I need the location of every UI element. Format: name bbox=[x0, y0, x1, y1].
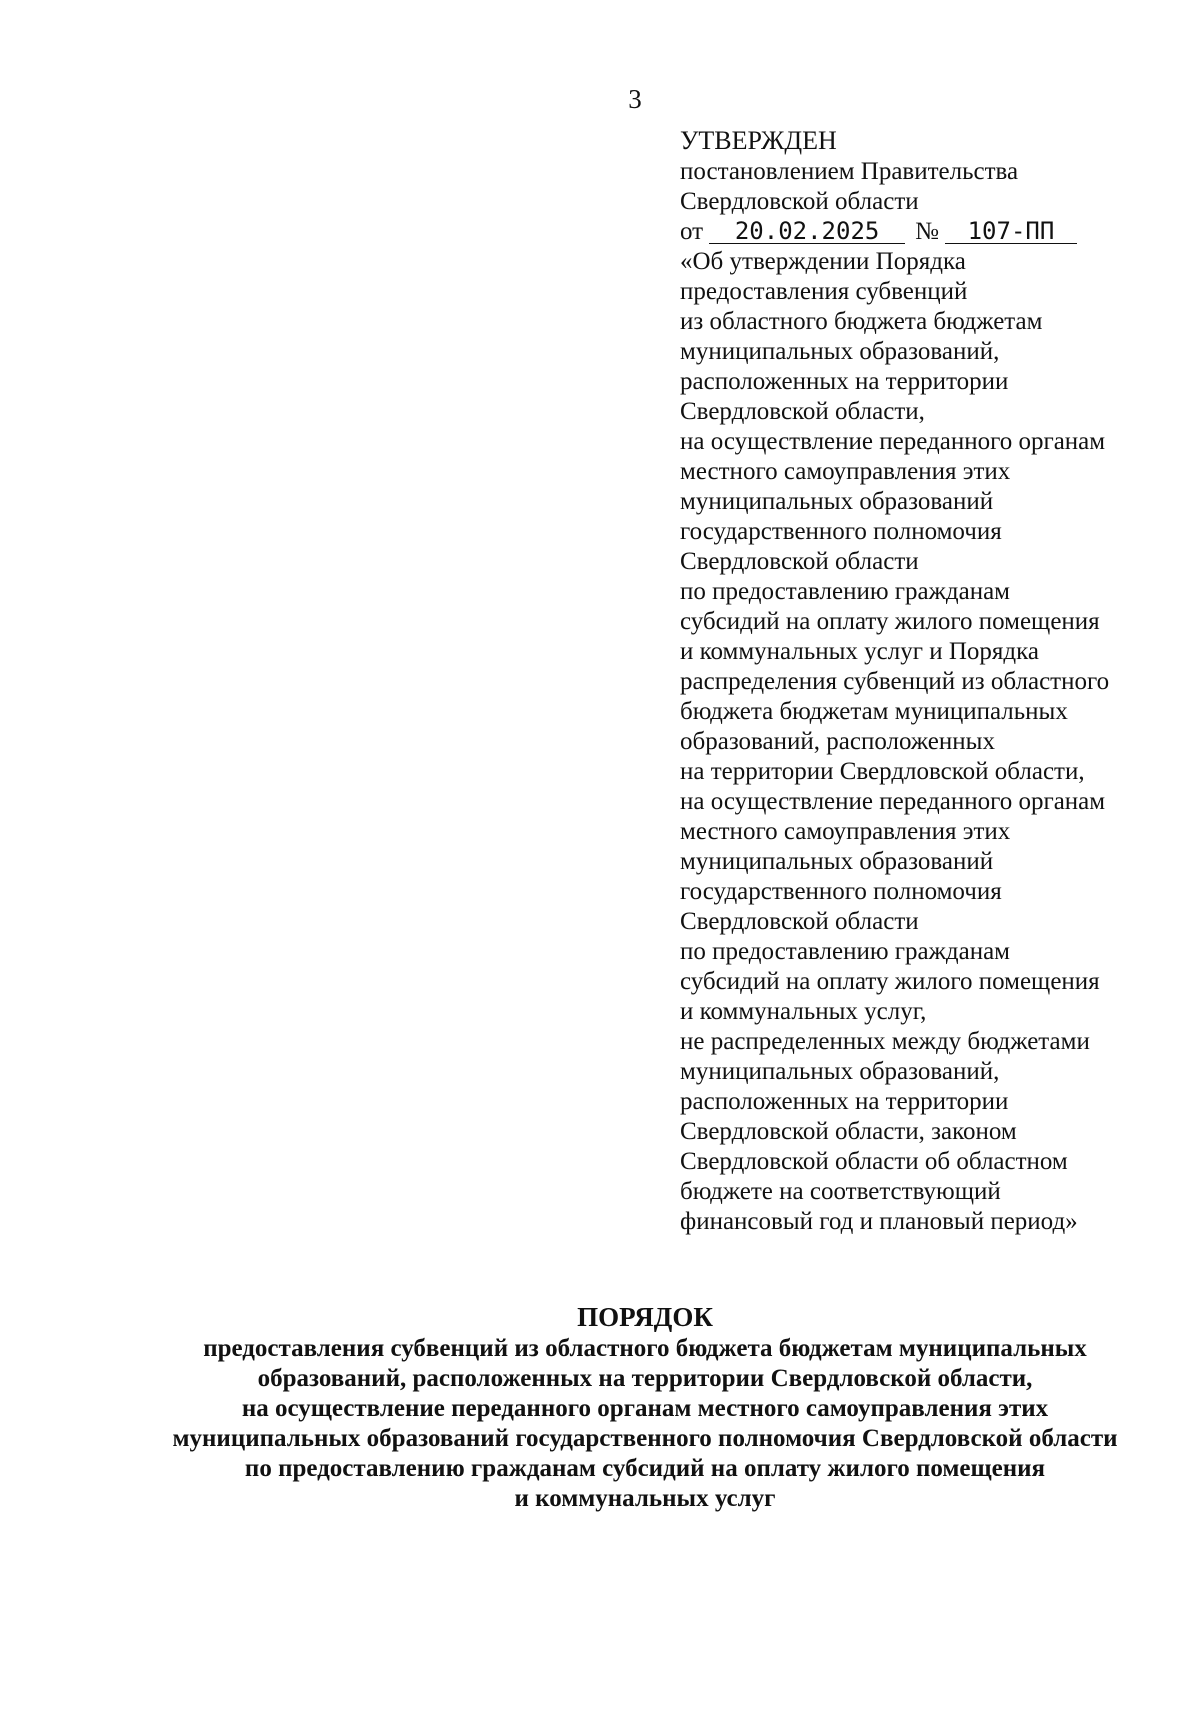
approval-date: 20.02.2025 bbox=[709, 219, 905, 244]
decree-title-line: расположенных на территории bbox=[680, 368, 1009, 395]
date-prefix: от bbox=[680, 218, 704, 245]
decree-title-line: субсидий на оплату жилого помещения bbox=[680, 608, 1100, 635]
order-subtitle-line: предоставления субвенций из областного бюджета бюджетам муниципальных bbox=[203, 1335, 1087, 1362]
page-number: 3 bbox=[628, 84, 642, 114]
decree-title-line: на осуществление переданного органам bbox=[680, 428, 1106, 455]
order-subtitle bbox=[0, 1334, 1200, 1514]
decree-title-line: местного самоуправления этих bbox=[680, 458, 1011, 485]
decree-title-line: по предоставлению гражданам bbox=[680, 938, 1011, 965]
decree-title-line: муниципальных образований bbox=[680, 488, 994, 515]
approval-decree-title bbox=[680, 247, 1180, 1237]
approval-number: 107-ПП bbox=[945, 219, 1077, 244]
order-subtitle-line: на осуществление переданного органам местного самоуправления этих bbox=[241, 1395, 1049, 1422]
order-heading-block bbox=[0, 1300, 1200, 1514]
number-sign: № bbox=[915, 218, 939, 245]
decree-title-line: и коммунальных услуг и Порядка bbox=[680, 638, 1040, 665]
approval-line: Свердловской области bbox=[680, 188, 919, 215]
decree-title-line: и коммунальных услуг, bbox=[680, 998, 927, 1025]
decree-title-line: расположенных на территории bbox=[680, 1088, 1009, 1115]
decree-title-line: муниципальных образований bbox=[680, 848, 994, 875]
decree-title-line: образований, расположенных bbox=[680, 728, 995, 755]
decree-title-line: государственного полномочия bbox=[680, 518, 1002, 545]
decree-title-line: муниципальных образований, bbox=[680, 1058, 1000, 1085]
order-title: ПОРЯДОК bbox=[577, 1302, 713, 1332]
decree-title-line: субсидий на оплату жилого помещения bbox=[680, 968, 1100, 995]
approval-stamp-block bbox=[680, 124, 1180, 1237]
order-subtitle-line: образований, расположенных на территории Свердловской области, bbox=[257, 1365, 1033, 1392]
decree-title-line: Свердловской области об областном bbox=[680, 1148, 1068, 1175]
approval-line: постановлением Правительства bbox=[680, 158, 1019, 185]
decree-title-line: на осуществление переданного органам bbox=[680, 788, 1106, 815]
decree-title-line: Свердловской области bbox=[680, 548, 919, 575]
decree-title-line: муниципальных образований, bbox=[680, 338, 1000, 365]
decree-title-line: Свердловской области bbox=[680, 908, 919, 935]
decree-title-line: Свердловской области, законом bbox=[680, 1118, 1017, 1145]
decree-title-line: из областного бюджета бюджетам bbox=[680, 308, 1043, 335]
decree-title-line: Свердловской области, bbox=[680, 398, 925, 425]
order-subtitle-line: муниципальных образований государственного полномочия Свердловской области bbox=[172, 1425, 1118, 1452]
decree-title-line: бюджете на соответствующий bbox=[680, 1178, 1001, 1205]
decree-title-line: распределения субвенций из областного bbox=[680, 668, 1110, 695]
decree-title-line: не распределенных между бюджетами bbox=[680, 1028, 1090, 1055]
decree-title-line: по предоставлению гражданам bbox=[680, 578, 1011, 605]
decree-title-line: местного самоуправления этих bbox=[680, 818, 1011, 845]
decree-title-line: предоставления субвенций bbox=[680, 278, 968, 305]
decree-title-line: финансовый год и плановый период» bbox=[680, 1208, 1078, 1235]
approval-date-row bbox=[680, 217, 1180, 247]
decree-title-line: государственного полномочия bbox=[680, 878, 1002, 905]
approval-heading: УТВЕРЖДЕН bbox=[680, 126, 837, 155]
decree-title-line: «Об утверждении Порядка bbox=[680, 248, 966, 275]
order-subtitle-line: по предоставлению гражданам субсидий на оплату жилого помещения bbox=[244, 1455, 1046, 1482]
order-subtitle-line: и коммунальных услуг bbox=[514, 1485, 776, 1512]
decree-title-line: на территории Свердловской области, bbox=[680, 758, 1085, 785]
decree-title-line: бюджета бюджетам муниципальных bbox=[680, 698, 1068, 725]
